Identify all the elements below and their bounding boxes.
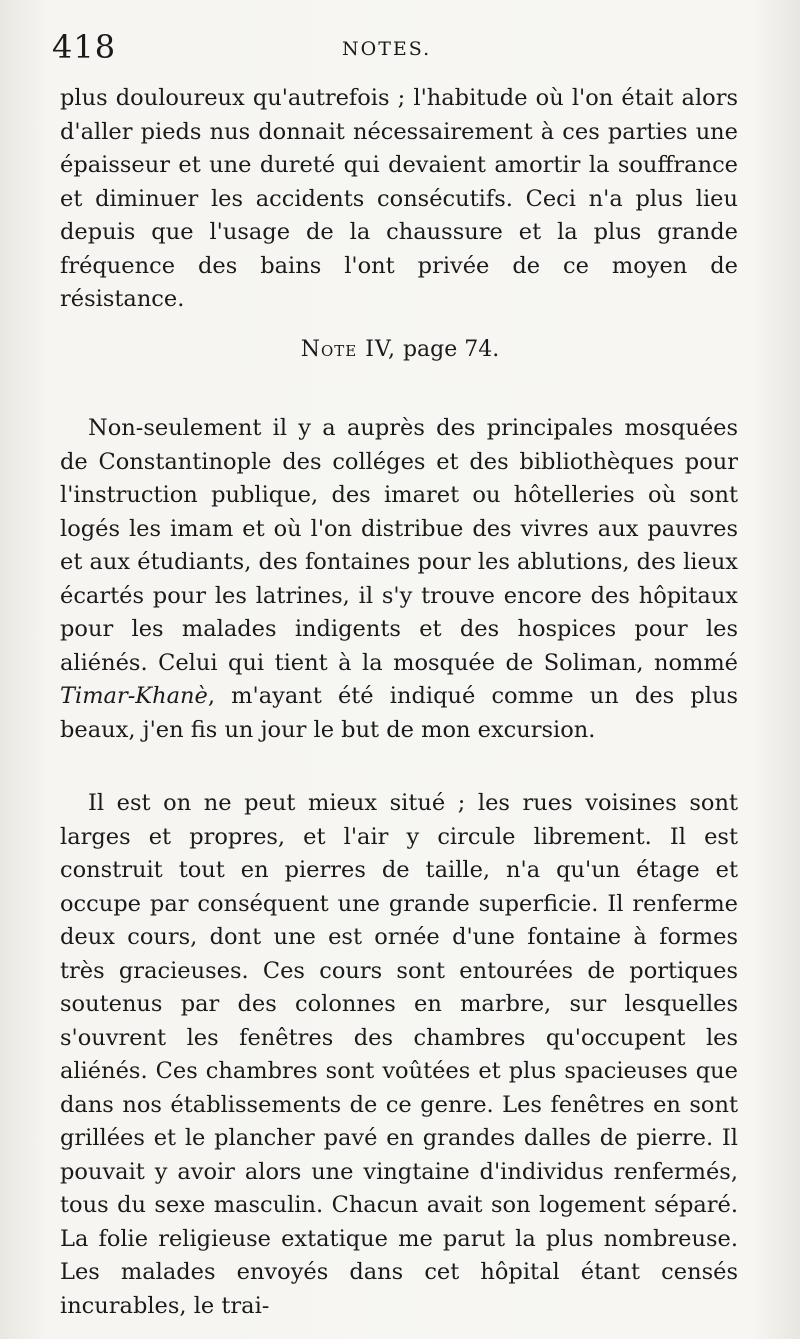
paragraph-note-intro — [60, 412, 738, 747]
paragraph-text: , m'ayant été indiqué comme un des plus beaux, j'en fis un jour le but de mon excursion. — [60, 683, 738, 743]
note-label: Note IV, — [300, 337, 396, 362]
note-heading — [0, 337, 800, 362]
running-head: NOTES. — [342, 38, 432, 60]
paragraph-continuation: plus douloureux qu'autrefois ; l'habitude où l'on était alors d'aller pieds nus donnait nécessairement à ces parties une épaisseur et une dureté qui devaient amortir la souffrance et diminuer les accidents consécutifs. Ceci n'a plus lieu depuis que l'usage de la chaussure et la plus grande fréquence des bains l'ont privée de ce moyen de résistance. — [60, 85, 738, 312]
paragraph-text: Non-seulement il y a auprès des principales mosquées de Constantinople des colléges et des bibliothèques pour l'instruction publique, des imaret ou hôtelleries où sont logés les imam et où l'on distribue des vivres aux pauvres et aux étudiants, des fontaines pour les ablutions, des lieux écartés pour les latrines, il s'y trouve encore des hôpitaux pour les malades indigents et des hospices pour les aliénés. Celui qui tient à la mosquée de Soliman, nommé — [60, 415, 738, 676]
note-page-ref: page 74. — [402, 337, 500, 362]
paragraph-description: Il est on ne peut mieux situé ; les rues voisines sont larges et propres, et l'air y circule librement. Il est construit tout en pierres de taille, n'a qu'un étage et occupe par conséquent une grande superficie. Il renferme deux cours, dont une est ornée d'une fontaine à formes très gracieuses. Ces cours sont entourées de portiques soutenus par des colonnes en marbre, sur lesquelles s'ouvrent les fenêtres des chambres qu'occupent les aliénés. Ces chambres sont voûtées et plus spacieuses que dans nos établissements de ce genre. Les fenêtres en sont grillées et le plancher pavé en grandes dalles de pierre. Il pouvait y avoir alors une vingtaine d'individus renfermés, tous du sexe masculin. Chacun avait son logement séparé. La folie religieuse extatique me parut la plus nombreuse. Les malades envoyés dans cet hôpital étant censés incurables, le trai- — [60, 790, 738, 1319]
hospital-name: Timar-Khanè — [60, 683, 208, 709]
page-header — [52, 28, 760, 78]
page-number: 418 — [52, 28, 117, 66]
